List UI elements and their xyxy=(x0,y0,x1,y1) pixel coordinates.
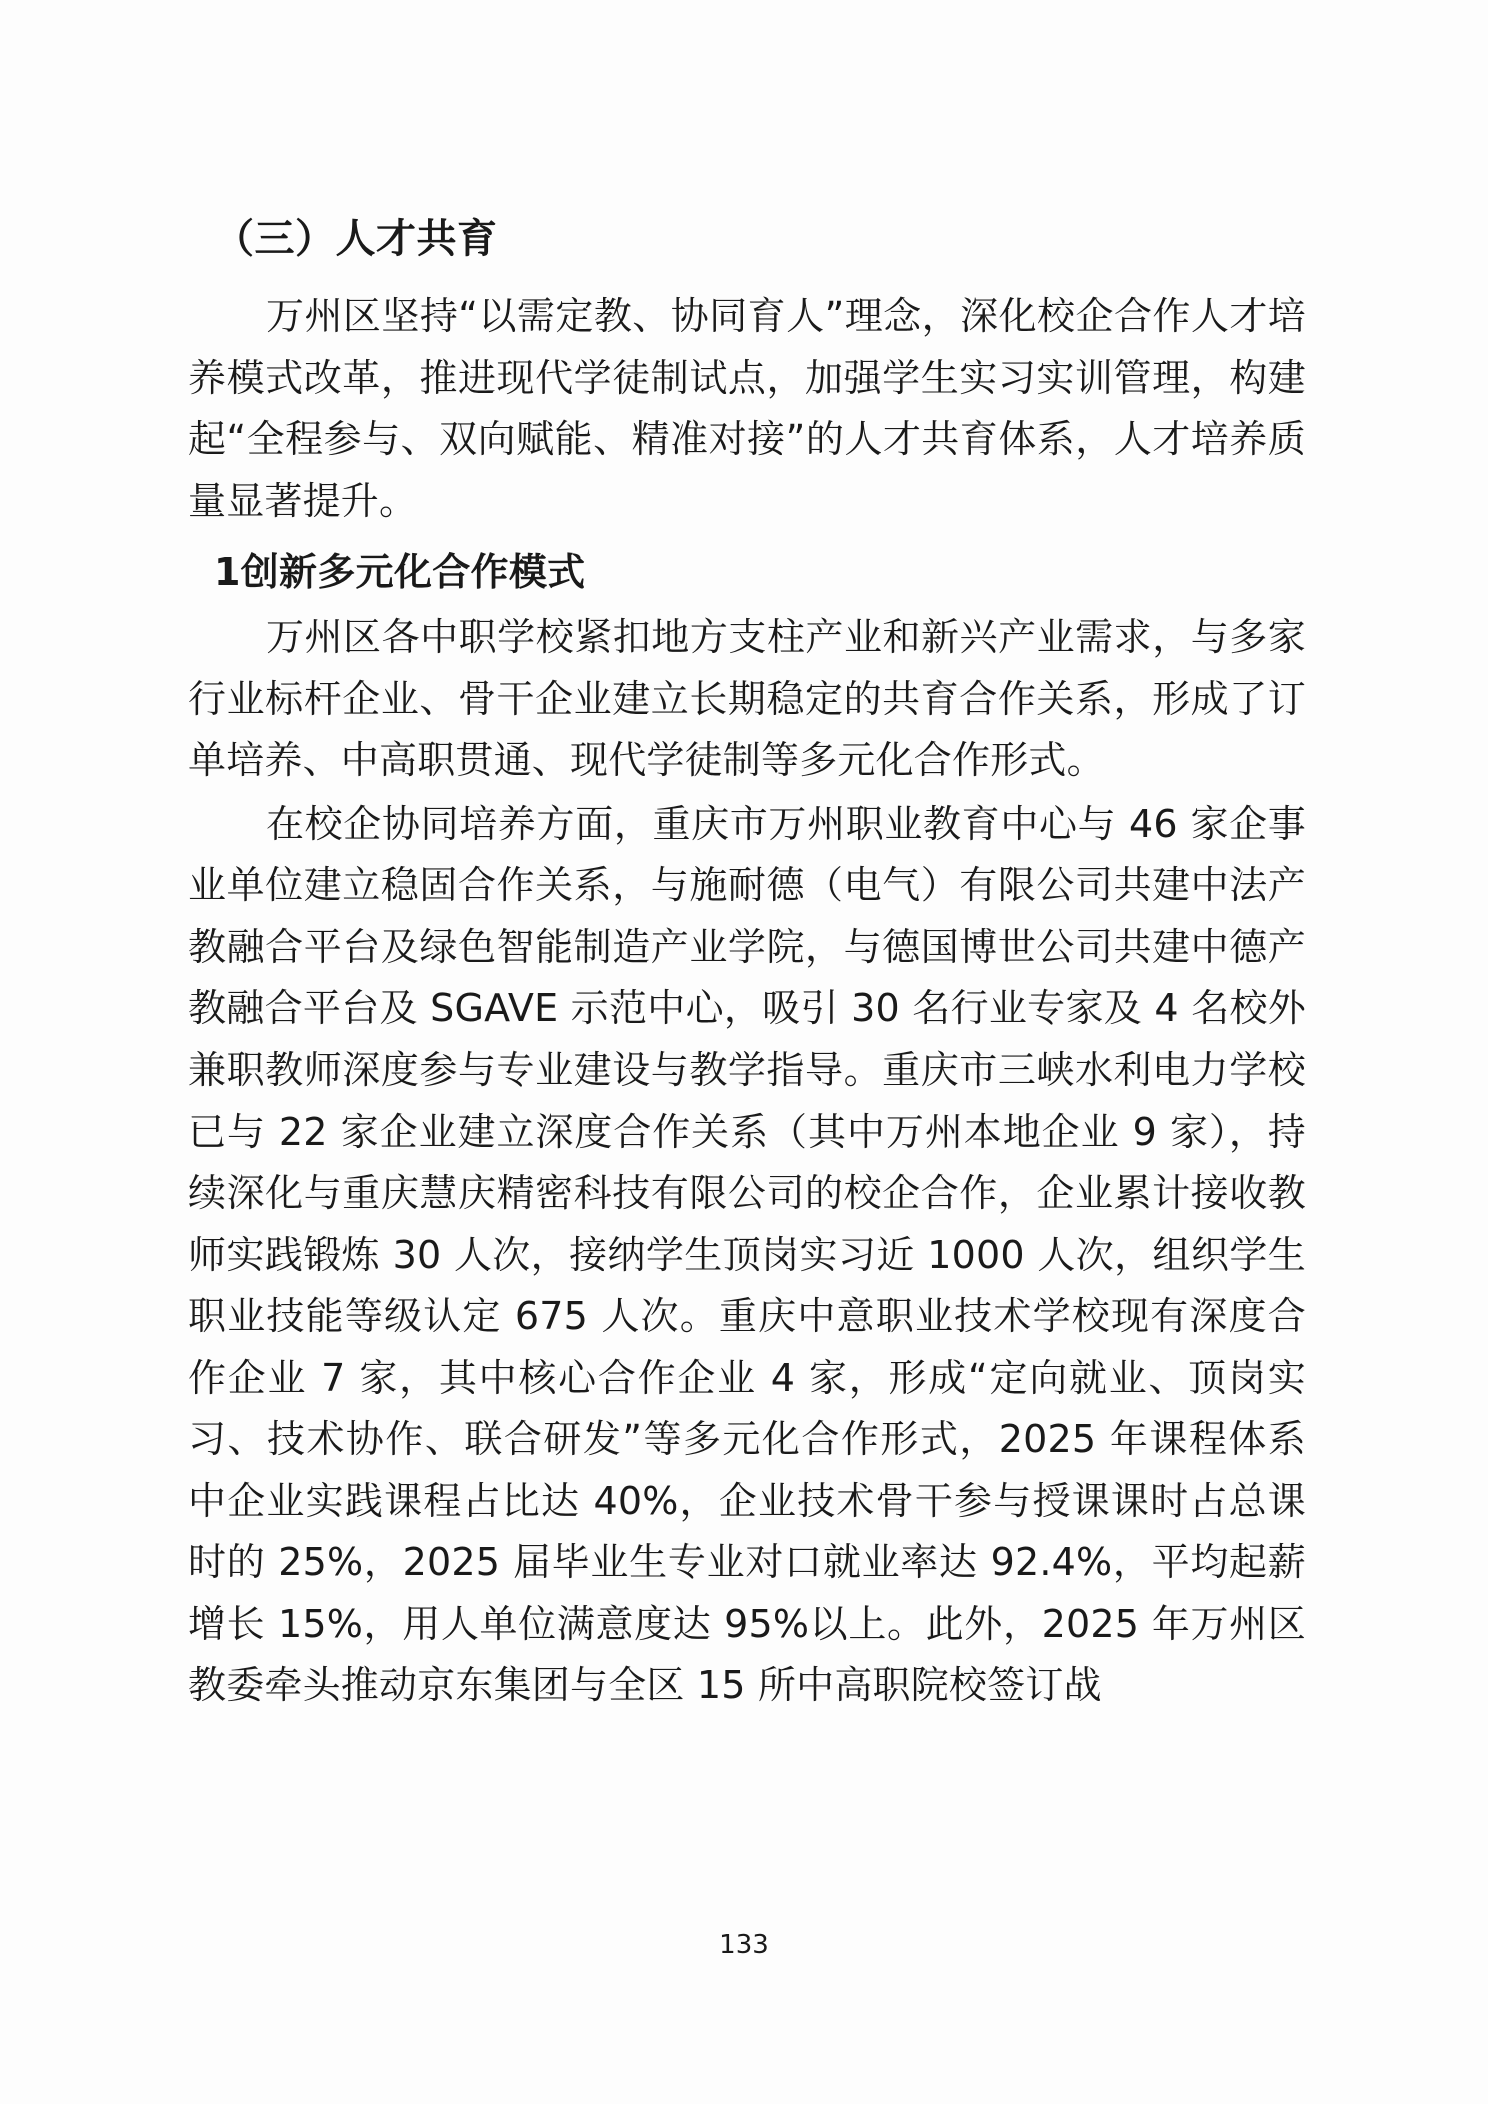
section-heading: （三）人才共育 xyxy=(214,216,498,262)
page-number: 133 xyxy=(719,1930,769,1960)
subsection-heading: 1创新多元化合作模式 xyxy=(214,550,586,595)
paragraph-school-enterprise: 在校企协同培养方面，重庆市万州职业教育中心与 46 家企事业单位建立稳固合作关系，与施耐德（电气）有限公司共建中法产教融合平台及绿色智能制造产业学院，与德国博世公司共建中德产教融合平台及 SGAVE 示范中心，吸引 30 名行业专家及 4 名校外兼职教师深度参与专业建设与教学指导。重庆市三峡水利电力学校已与 22 家企业建立深度合作关系（其中万州本地企业 9 家），持续深化与重庆慧庆精密科技有限公司的校企合作，企业累计接收教师实践锻炼 30 人次，接纳学生顶岗实习近 1000 人次，组织学生职业技能等级认定 675 人次。重庆中意职业技术学校现有深度合作企业 7 家，其中核心合作企业 4 家，形成“定向就业、顶岗实习、技术协作、联合研发”等多元化合作形式，2025 年课程体系中企业实践课程占比达 40%，企业技术骨干参与授课课时占总课时的 25%，2025 届毕业生专业对口就业率达 92.4%，平均起薪增长 15%，用人单位满意度达 95%以上。此外，2025 年万州区教委牵头推动京东集团与全区 15 所中高职院校签订战 xyxy=(188,801,1306,1708)
paragraph-intro: 万州区坚持“以需定教、协同育人”理念，深化校企合作人才培养模式改革，推进现代学徒制试点，加强学生实习实训管理，构建起“全程参与、双向赋能、精准对接”的人才共育体系，人才培养质量显著提升。 xyxy=(188,294,1306,523)
paragraph-cooperation-modes: 万州区各中职学校紧扣地方支柱产业和新兴产业需求，与多家行业标杆企业、骨干企业建立长期稳定的共育合作关系，形成了订单培养、中高职贯通、现代学徒制等多元化合作形式。 xyxy=(188,615,1306,783)
page-content xyxy=(188,210,1306,1719)
